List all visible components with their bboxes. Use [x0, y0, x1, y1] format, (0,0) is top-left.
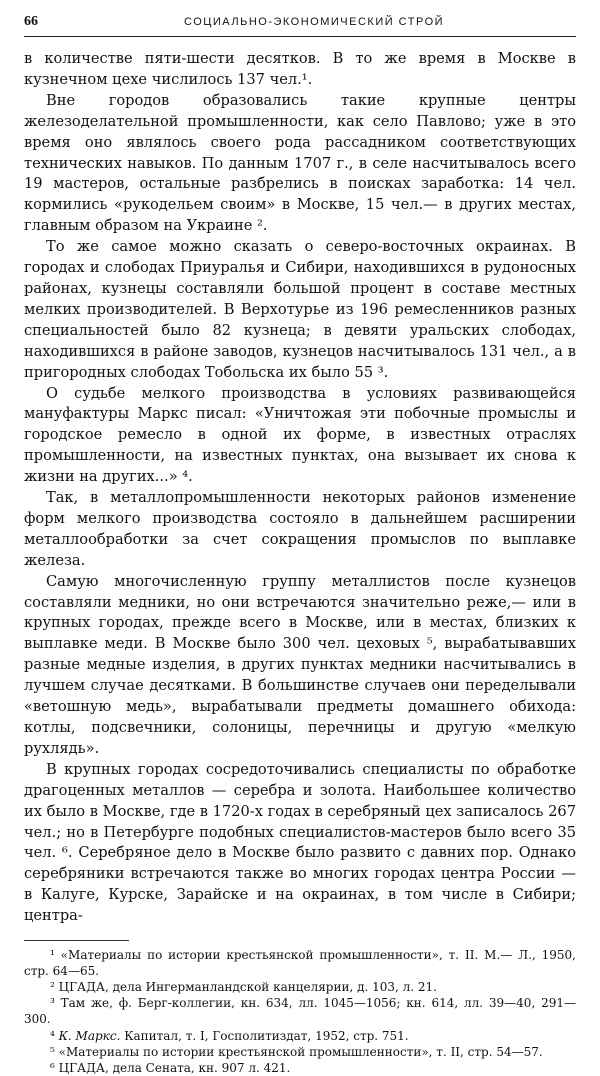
footnote-4-marker: ⁴: [50, 1028, 55, 1043]
main-text: [24, 49, 576, 927]
footnote-divider: [24, 940, 129, 941]
footnote-4: [24, 1028, 576, 1044]
footnotes: [24, 947, 576, 1076]
running-header: [24, 14, 576, 37]
footnote-6: ⁶ ЦГАДА, дела Сената, кн. 907 л. 421.: [50, 1060, 291, 1075]
paragraph: В крупных городах сосредоточивались специалисты по обработке драгоценных металлов — серебра и золота. Наибольшее количество их было в Москве, где в 1720-х годах в серебряный цех записалось 267 чел.; но в Петербурге подобных специалистов-мастеров было всего 35 чел. ⁶. Серебряное дело в Москве было развито с давних пор. Однако серебряники встречаются также во многих городах центра России — в Калуге, Курске, Зарайске и на окраинах, в том числе в Сибири; центра-: [24, 760, 576, 925]
paragraph: Вне городов образовались такие крупные центры железоделательной промышленности, как село Павлово; уже в это время оно являлось своего рода рассадником соответствующих технических навыков. По данным 1707 г., в селе насчитывалось всего 19 мастеров, остальные разбрелись в поисках заработка: 14 чел. кормились «рукодельем своим» в Москве, 15 чел.— в других местах, главным образом на Украине ².: [24, 91, 576, 235]
paragraph: То же самое можно сказать о северо-восточных окраинах. В городах и слободах Приуралья и Сибири, находившихся в рудоносных районах, кузнецы составляли большой процент в составе местных мелких производителей. В Верхотурье из 196 ремесленников разных специальностей было 82 кузнеца; в девяти уральских слободах, находившихся в районе заводов, кузнецов насчитывалось 131 чел., а в пригородных слободах Тобольска их было 55 ³.: [24, 238, 576, 381]
running-title: СОЦИАЛЬНО-ЭКОНОМИЧЕСКИЙ СТРОЙ: [184, 16, 445, 28]
footnote-4-source: Капитал, т. I, Госполитиздат, 1952, стр. 751.: [124, 1028, 409, 1043]
paragraph-marx-quote: О судьбе мелкого производства в условиях развивающейся мануфактуры Маркс писал: «Уничтожая эти побочные промыслы и городское ремесло в одной их форме, в известных отраслях промышленности, на известных пунктах, она вызывает их снова к жизни на других...» ⁴.: [24, 384, 576, 486]
footnote-4-author: К. Маркс.: [58, 1028, 121, 1043]
footnote-3: ³ Там же, ф. Берг-коллегии, кн. 634, лл. 1045—1056; кн. 614, лл. 39—40, 291—300.: [24, 996, 576, 1027]
paragraph-continued: в количестве пяти-шести десятков. В то же время в Москве в кузнечном цехе числилось 137 чел.¹.: [24, 50, 576, 88]
footnote-1: ¹ «Материалы по истории крестьянской промышленности», т. II. М.— Л., 1950, стр. 64—65.: [24, 948, 576, 979]
paragraph: Самую многочисленную группу металлистов после кузнецов составляли медники, но они встречаются значительно реже,— или в крупных городах, прежде всего в Москве, или в местах, близких к выплавке меди. В Москве было 300 чел. цеховых ⁵, вырабатывавших разные медные изделия, в других пунктах медники насчитывались в лучшем случае десятками. В большинстве случаев они переделывали «ветошную медь», вырабатывали предметы домашнего обихода: котлы, подсвечники, солоницы, перечницы и другую «мелкую рухлядь».: [24, 572, 576, 757]
page-number: 66: [24, 14, 38, 29]
footnote-5: ⁵ «Материалы по истории крестьянской промышленности», т. II, стр. 54—57.: [50, 1044, 543, 1059]
book-page: [24, 14, 576, 1076]
footnote-2: ² ЦГАДА, дела Ингерманландской канцелярии, д. 103, л. 21.: [50, 980, 437, 995]
paragraph: Так, в металлопромышленности некоторых районов изменение форм мелкого производства состояло в дальнейшем расширении металлообработки за счет сокращения промыслов по выплавке железа.: [24, 489, 576, 569]
